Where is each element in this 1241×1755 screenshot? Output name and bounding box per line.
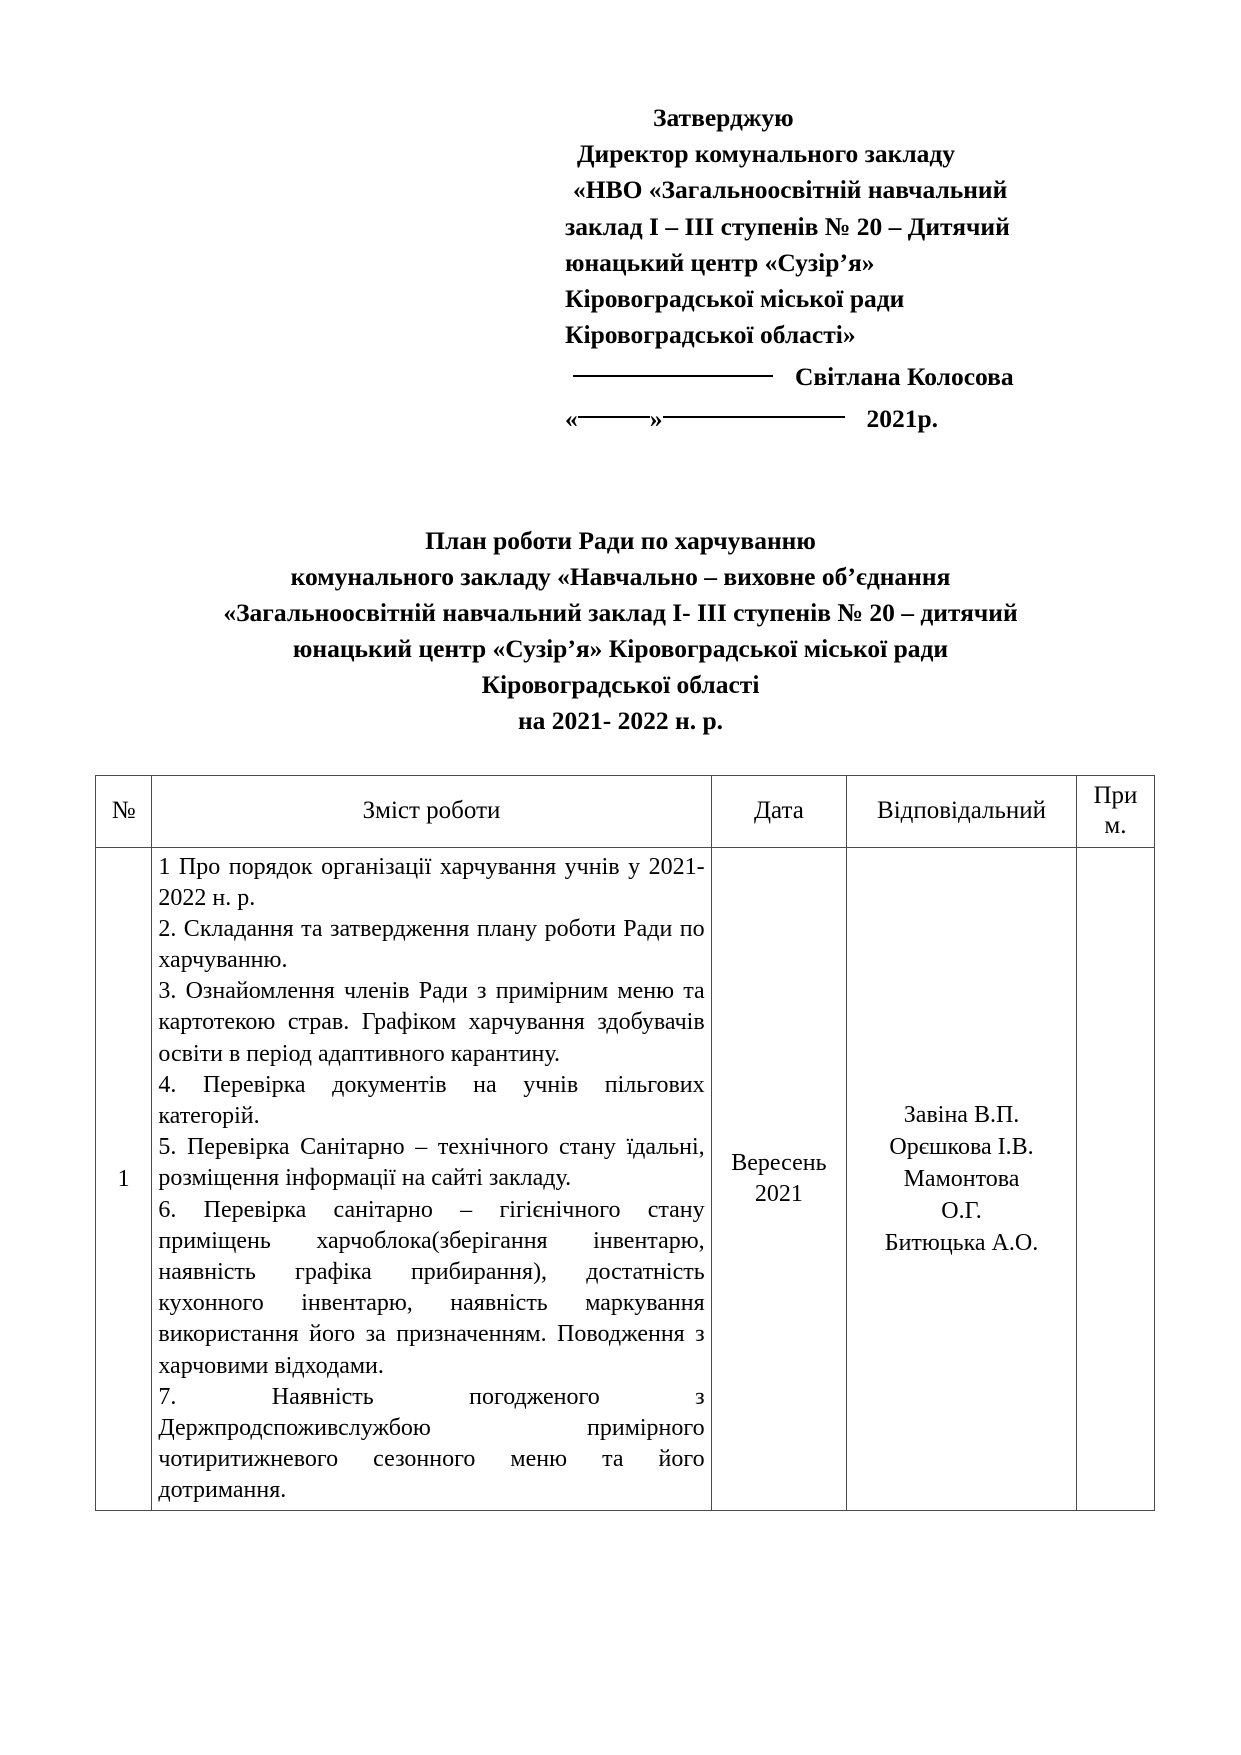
heading-line-6: на 2021- 2022 н. р. bbox=[517, 705, 724, 735]
approval-block bbox=[565, 0, 1181, 437]
signature-row bbox=[565, 359, 1181, 395]
date-row bbox=[565, 401, 1181, 437]
quote-close: » bbox=[649, 403, 663, 433]
approval-line-1: Директор комунального закладу bbox=[577, 139, 956, 169]
cell-work-content bbox=[152, 847, 711, 1511]
column-header-note-line2: м. bbox=[1104, 812, 1127, 840]
approval-line-3: заклад I – III ступенів № 20 – Дитячий bbox=[565, 211, 1010, 241]
work-item-1: 1 Про порядок організації харчування учнів у 2021-2022 н. р. bbox=[158, 853, 705, 911]
year-label: 2021р. bbox=[866, 403, 939, 433]
plan-table-wrapper bbox=[0, 775, 1241, 1512]
heading-line-1: План роботи Ради по харчуванню bbox=[425, 525, 816, 555]
heading-line-5: Кіровоградської області bbox=[481, 669, 760, 699]
work-item-3: 3. Ознайомлення членів Ради з примірним меню та картотекою страв. Графіком харчування здобувачів освіти в період адаптивного карантину. bbox=[158, 978, 705, 1067]
work-item-7: 7. Наявність погодженого з Держпродспоживслужбою примірного чотиритижневого сезонного меню та його дотримання. bbox=[158, 1383, 705, 1504]
document-heading bbox=[0, 523, 1241, 739]
work-item-4: 4. Перевірка документів на учнів пільгових категорій. bbox=[158, 1071, 705, 1130]
work-item-6: 6. Перевірка санітарно – гігієнічного стану приміщень харчоблока(зберігання інвентарю, наявність графіка прибирання), достатність кухонного інвентарю, наявність маркування використання його за призначенням. Поводження з харчовими відходами. bbox=[158, 1196, 705, 1379]
date-line-1: Вересень bbox=[731, 1149, 827, 1176]
heading-line-3: «Загальноосвітній навчальний заклад I- III ступенів № 20 – дитячий bbox=[223, 597, 1018, 627]
column-header-content: Зміст роботи bbox=[152, 775, 711, 847]
approval-title: Затверджую bbox=[653, 103, 794, 132]
responsible-line-2: Орєшкова І.В. bbox=[889, 1133, 1034, 1160]
responsible-line-1: Завіна В.П. bbox=[903, 1101, 1020, 1128]
cell-date bbox=[711, 847, 846, 1511]
table-row bbox=[96, 847, 1155, 1511]
signature-name: Світлана Колосова bbox=[795, 362, 1014, 392]
responsible-line-3: Мамонтова bbox=[903, 1165, 1020, 1192]
signature-rule bbox=[573, 375, 773, 377]
heading-line-4: юнацький центр «Сузір’я» Кіровоградської міської ради bbox=[292, 633, 949, 663]
plan-table bbox=[95, 775, 1155, 1512]
heading-line-2: комунального закладу «Навчально – виховне об’єднання bbox=[290, 561, 951, 591]
column-header-note bbox=[1076, 775, 1154, 847]
column-header-number: № bbox=[96, 775, 152, 847]
approval-line-2: «НВО «Загальноосвітній навчальний bbox=[573, 175, 1008, 205]
approval-line-4: юнацький центр «Сузір’я» bbox=[565, 247, 875, 277]
quote-open: « bbox=[565, 403, 578, 433]
day-rule bbox=[578, 416, 650, 418]
responsible-line-4: О.Г. bbox=[941, 1198, 982, 1225]
column-header-responsible: Відповідальний bbox=[847, 775, 1077, 847]
cell-row-number: 1 bbox=[96, 847, 152, 1511]
table-header-row bbox=[96, 775, 1155, 847]
cell-note bbox=[1076, 847, 1154, 1511]
month-rule bbox=[663, 416, 845, 418]
approval-line-5: Кіровоградської міської ради bbox=[565, 284, 905, 314]
date-line-2: 2021 bbox=[754, 1181, 803, 1208]
approval-line-6: Кіровоградської області» bbox=[565, 320, 856, 350]
column-header-date: Дата bbox=[711, 775, 846, 847]
work-item-2: 2. Складання та затвердження плану роботи Ради по харчуванню. bbox=[158, 915, 705, 974]
column-header-note-line1: При bbox=[1093, 781, 1138, 809]
cell-responsible bbox=[847, 847, 1077, 1511]
responsible-line-5: Битюцька А.О. bbox=[884, 1230, 1039, 1257]
work-item-5: 5. Перевірка Санітарно – технічного стану їдальні, розміщення інформації на сайті закладу. bbox=[158, 1134, 705, 1192]
